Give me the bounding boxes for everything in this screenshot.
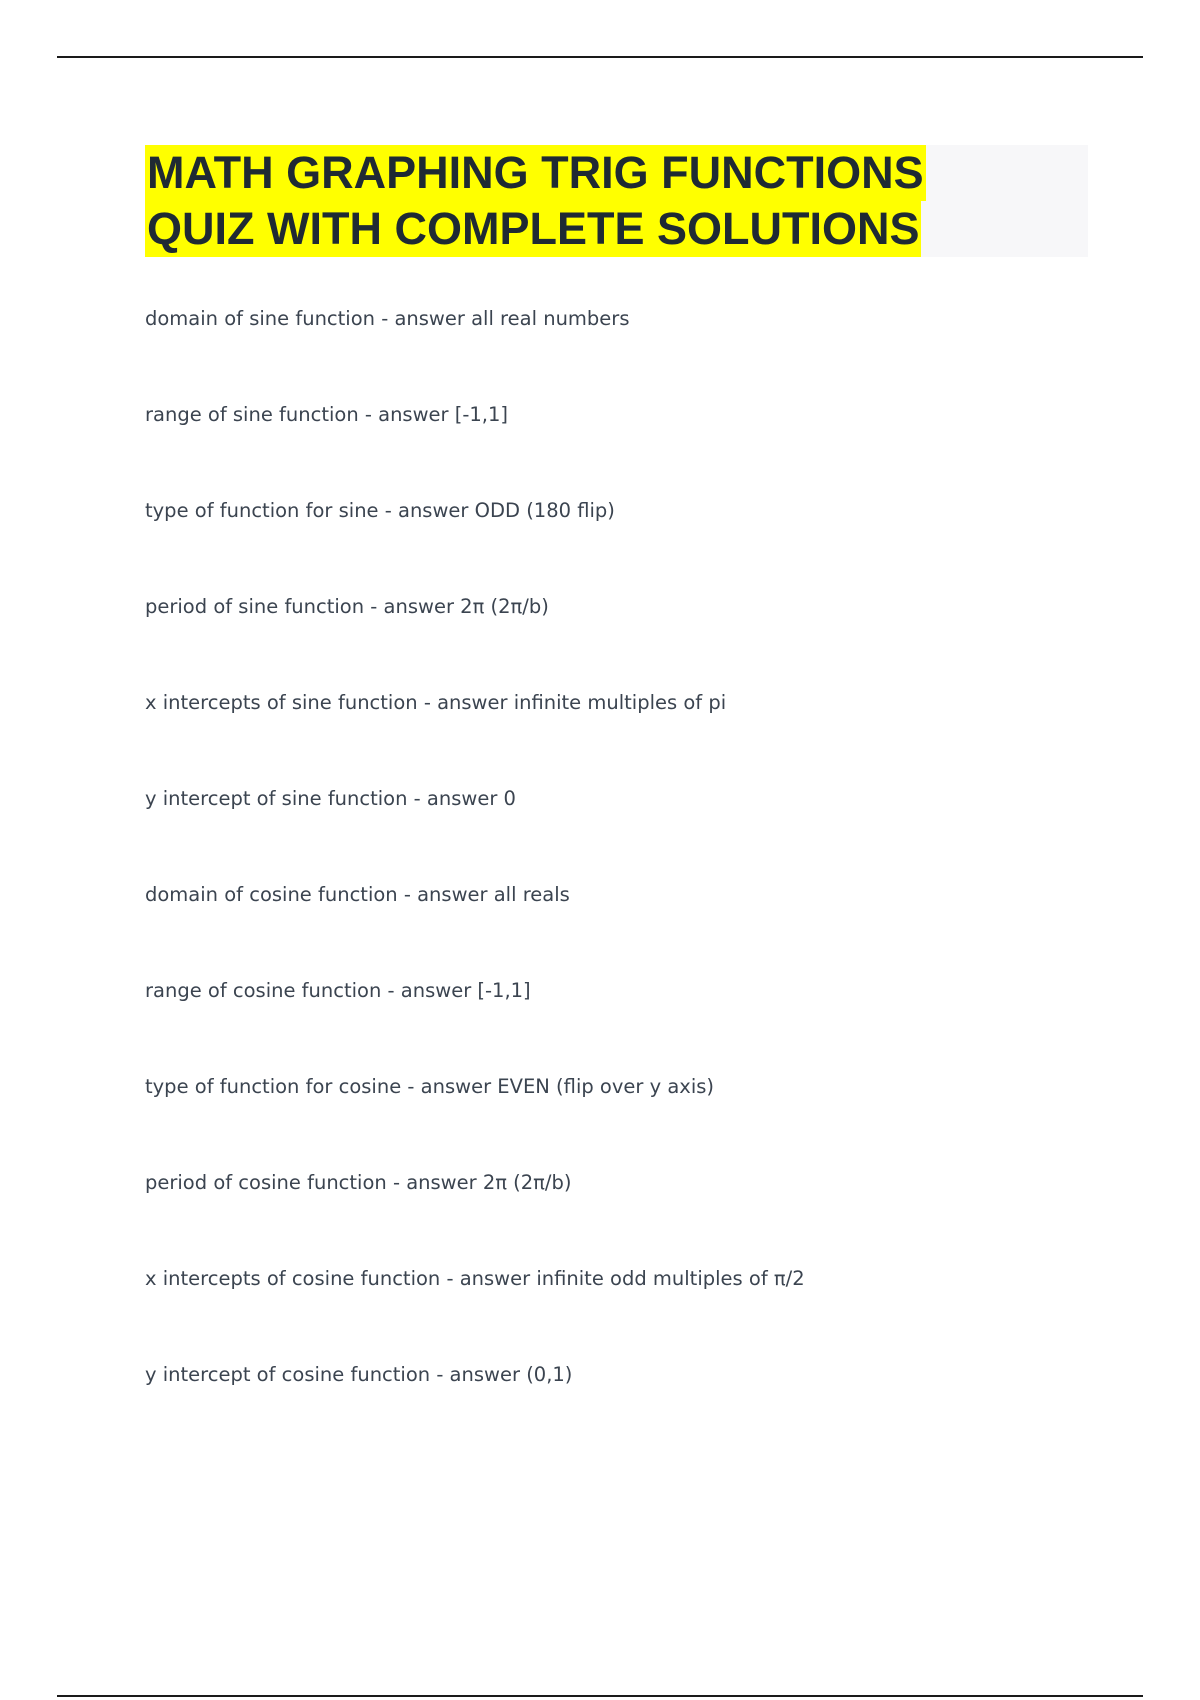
qa-item-y-intercept-cosine <box>145 1358 1085 1454</box>
question-text: x intercepts of cosine function <box>145 1267 441 1290</box>
answer-separator: - answer <box>381 979 478 1002</box>
qa-item-domain-cosine <box>145 878 1085 974</box>
title-line-1: MATH GRAPHING TRIG FUNCTIONS <box>145 145 926 201</box>
qa-item-period-sine <box>145 590 1085 686</box>
answer-separator: - answer <box>375 307 472 330</box>
answer-text: 0 <box>503 787 516 810</box>
qa-item-range-cosine <box>145 974 1085 1070</box>
qa-item-type-cosine <box>145 1070 1085 1166</box>
answer-text: [-1,1] <box>477 979 531 1002</box>
answer-text: [-1,1] <box>454 403 509 426</box>
qa-item-domain-sine <box>145 302 1085 398</box>
answer-text: 2π (2π/b) <box>460 595 549 618</box>
question-text: domain of sine function <box>145 307 376 330</box>
top-divider <box>57 56 1143 58</box>
bottom-divider <box>57 1695 1143 1697</box>
question-text: period of cosine function <box>145 1171 387 1194</box>
qa-item-period-cosine <box>145 1166 1085 1262</box>
question-answer-list <box>145 302 1085 1454</box>
answer-separator: - answer <box>397 883 494 906</box>
qa-item-x-intercepts-sine <box>145 686 1085 782</box>
answer-separator: - answer <box>358 403 455 426</box>
qa-item-range-sine <box>145 398 1085 494</box>
question-text: y intercept of cosine function <box>145 1363 431 1386</box>
qa-item-x-intercepts-cosine <box>145 1262 1085 1358</box>
question-text: range of cosine function <box>145 979 382 1002</box>
answer-separator: - answer <box>386 1171 483 1194</box>
answer-text: all real numbers <box>471 307 630 330</box>
question-text: y intercept of sine function <box>145 787 408 810</box>
answer-text: EVEN (flip over y axis) <box>497 1075 715 1098</box>
title-line-2: QUIZ WITH COMPLETE SOLUTIONS <box>145 201 921 257</box>
answer-text: infinite odd multiples of π/2 <box>536 1267 805 1290</box>
answer-separator: - answer <box>407 787 504 810</box>
answer-text: (0,1) <box>526 1363 573 1386</box>
answer-text: infinite multiples of pi <box>513 691 727 714</box>
qa-item-type-sine <box>145 494 1085 590</box>
question-text: type of function for cosine <box>145 1075 402 1098</box>
answer-text: 2π (2π/b) <box>482 1171 572 1194</box>
answer-separator: - answer <box>401 1075 498 1098</box>
title-block <box>145 145 1088 257</box>
answer-separator: - answer <box>430 1363 527 1386</box>
question-text: range of sine function <box>145 403 359 426</box>
answer-separator: - answer <box>440 1267 537 1290</box>
question-text: type of function for sine <box>145 499 379 522</box>
question-text: period of sine function <box>145 595 365 618</box>
question-text: x intercepts of sine function <box>145 691 418 714</box>
answer-text: all reals <box>493 883 570 906</box>
question-text: domain of cosine function <box>145 883 398 906</box>
answer-separator: - answer <box>364 595 461 618</box>
answer-text: ODD (180 flip) <box>474 499 615 522</box>
qa-item-y-intercept-sine <box>145 782 1085 878</box>
answer-separator: - answer <box>378 499 475 522</box>
answer-separator: - answer <box>417 691 514 714</box>
document-title <box>145 145 1088 257</box>
